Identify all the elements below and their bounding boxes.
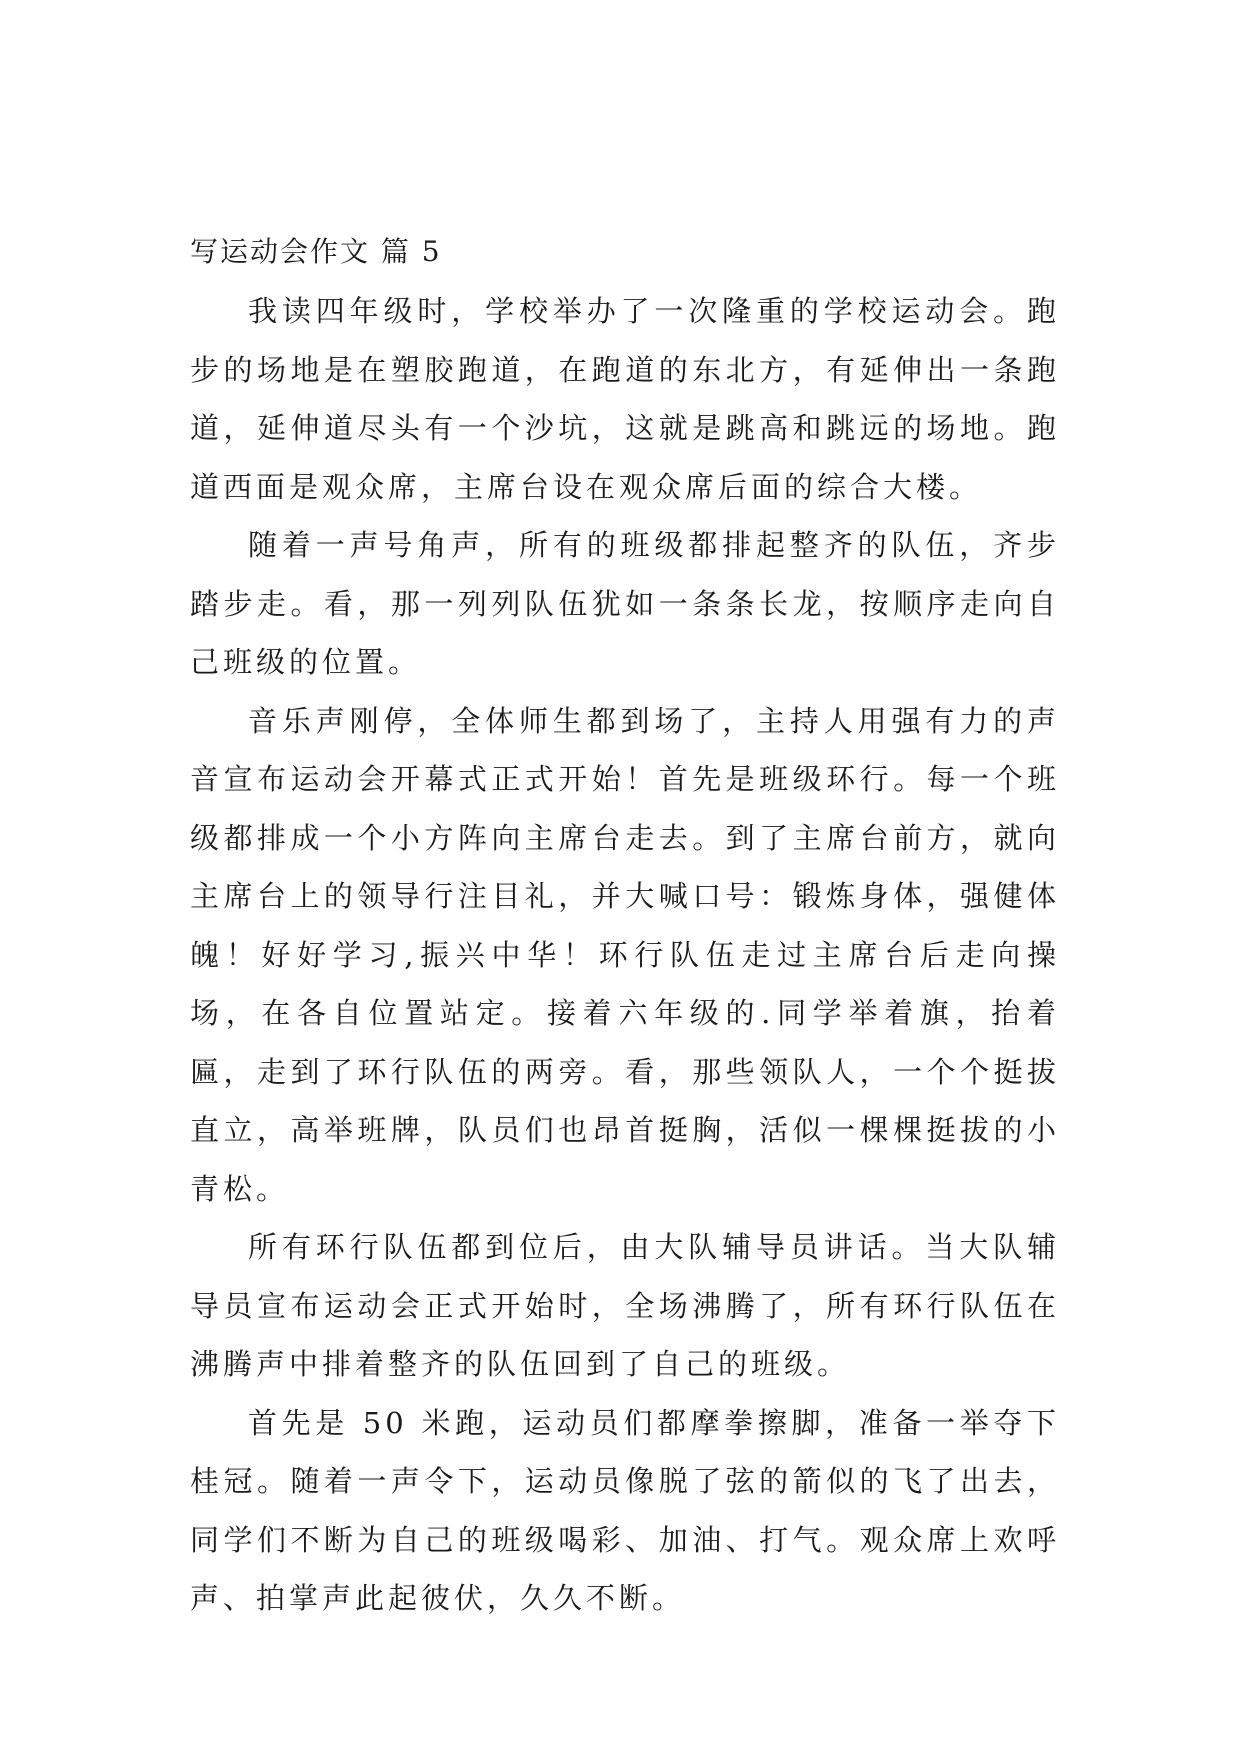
paragraph: 随着一声号角声，所有的班级都排起整齐的队伍，齐步踏步走。看，那一列列队伍犹如一条条长龙，按顺序走向自己班级的位置。 — [190, 528, 1060, 679]
document-title: 写运动会作文 篇 5 — [190, 235, 442, 268]
document-body — [190, 222, 1060, 1628]
paragraph: 音乐声刚停，全体师生都到场了，主持人用强有力的声音宣布运动会开幕式正式开始！首先是班级环行。每一个班级都排成一个小方阵向主席台走去。到了主席台前方，就向主席台上的领导行注目礼，并大喊口号：锻炼身体，强健体魄！好好学习,振兴中华！环行队伍走过主席台后走向操场，在各自位置站定。接着六年级的.同学举着旗，抬着匾，走到了环行队伍的两旁。看，那些领队人，一个个挺拔直立，高举班牌，队员们也昂首挺胸，活似一棵棵挺拔的小青松。 — [190, 703, 1060, 1206]
paragraph: 我读四年级时，学校举办了一次隆重的学校运动会。跑步的场地是在塑胶跑道，在跑道的东北方，有延伸出一条跑道，延伸道尽头有一个沙坑，这就是跳高和跳远的场地。跑道西面是观众席，主席台设在观众席后面的综合大楼。 — [190, 294, 1060, 504]
paragraph: 首先是 50 米跑，运动员们都摩拳擦脚，准备一举夺下桂冠。随着一声令下，运动员像脱了弦的箭似的飞了出去，同学们不断为自己的班级喝彩、加油、打气。观众席上欢呼声、拍掌声此起彼伏，久久不断。 — [190, 1405, 1060, 1615]
paragraph: 所有环行队伍都到位后，由大队辅导员讲话。当大队辅导员宣布运动会正式开始时，全场沸腾了，所有环行队伍在沸腾声中排着整齐的队伍回到了自己的班级。 — [190, 1230, 1060, 1381]
